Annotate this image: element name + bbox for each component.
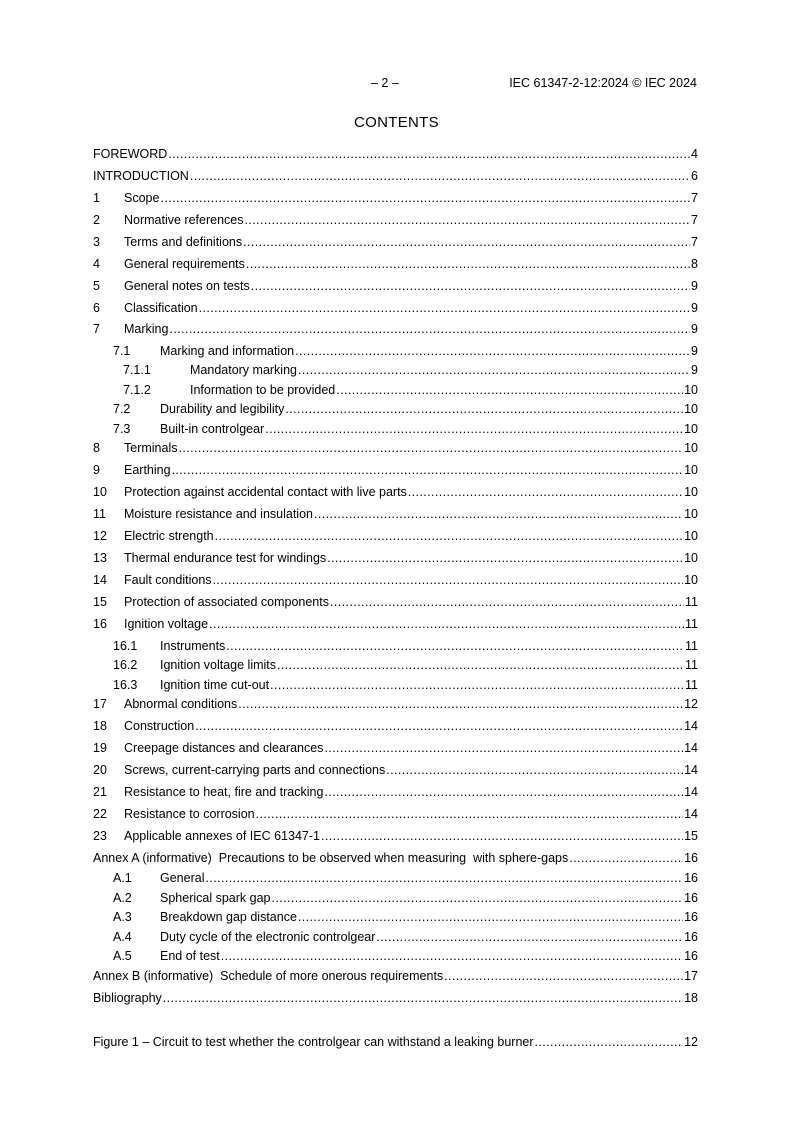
toc-entry-page: 16 [684,910,698,924]
toc-entry-page: 9 [691,322,698,336]
toc-entry-title: Abnormal conditions [124,697,238,711]
dot-leader [295,343,690,359]
dot-leader [569,850,683,866]
dot-leader [444,968,683,984]
toc-entry-number: 6 [93,301,100,315]
toc-entry-title: Electric strength [124,529,214,543]
toc-entry-number: 7.1 [113,344,131,358]
toc-entry-title: Resistance to corrosion [124,807,255,821]
toc-entry-page: 10 [684,507,698,521]
toc-entry-title: Bibliography [93,991,162,1005]
toc-entry-number: 2 [93,213,100,227]
toc-entry-page: 11 [685,658,698,672]
toc-entry-title: Resistance to heat, fire and tracking [124,785,324,799]
toc-entry-page: 7 [691,191,698,205]
toc-entry-title: Protection against accidental contact with live parts [124,485,407,499]
toc-entry-number: 21 [93,785,107,799]
toc-entry-number: 1 [93,191,100,205]
toc-entry-number: 7.1.2 [123,383,151,397]
toc-entry-page: 11 [685,639,698,653]
toc-entry-title: Annex B (informative) Schedule of more onerous requirements [93,969,444,983]
toc-entry-title: Marking and information [160,344,295,358]
toc-entry-page: 10 [684,422,698,436]
toc-entry-number: 15 [93,595,107,609]
toc-entry-18[interactable] [93,718,698,734]
toc-entry-19[interactable] [93,740,698,756]
toc-entry-title: Mandatory marking [190,363,297,377]
dot-leader [386,762,683,778]
toc-entry-page: 6 [691,169,698,183]
toc-entry-title: Ignition voltage limits [160,658,277,672]
toc-entry-title: Fault conditions [124,573,212,587]
toc-entry-page: 16 [684,949,698,963]
dot-leader [285,401,683,417]
toc-entry-5[interactable] [93,278,698,294]
toc-entry-7-3[interactable] [113,421,698,437]
toc-entry-16-2[interactable] [113,657,698,673]
toc-entry-number: 22 [93,807,107,821]
page-number: – 2 – [371,76,399,90]
toc-entry-bibliography[interactable] [93,990,698,1006]
standard-reference: IEC 61347-2-12:2024 © IEC 2024 [509,76,697,90]
toc-entry-number: A.5 [113,949,132,963]
toc-entry-page: 4 [691,147,698,161]
dot-leader [168,146,690,162]
toc-entry-a-2[interactable] [113,890,698,906]
toc-entry-page: 16 [684,891,698,905]
dot-leader [265,421,683,437]
dot-leader [221,948,683,964]
dot-leader [172,462,684,478]
dot-leader [298,909,683,925]
dot-leader [314,506,683,522]
dot-leader [160,190,690,206]
toc-entry-page: 11 [685,595,698,609]
toc-entry-title: Ignition voltage [124,617,209,631]
toc-entry-3[interactable] [93,234,698,250]
dot-leader [213,572,684,588]
toc-entry-title: Annex A (informative) Precautions to be observed when measuring with sphere-gaps [93,851,569,865]
toc-entry-title: Figure 1 – Circuit to test whether the controlgear can withstand a leaking burner [93,1035,534,1049]
dot-leader [245,212,691,228]
toc-entry-number: 19 [93,741,107,755]
dot-leader [336,382,683,398]
toc-entry-page: 8 [691,257,698,271]
toc-entry-page: 14 [684,741,698,755]
toc-entry-title: Terms and definitions [124,235,243,249]
toc-entry-1[interactable] [93,190,698,206]
toc-entry-23[interactable] [93,828,698,844]
toc-entry-title: Creepage distances and clearances [124,741,324,755]
toc-entry-number: 7.3 [113,422,131,436]
toc-entry-number: A.3 [113,910,132,924]
toc-entry-2[interactable] [93,212,698,228]
toc-entry-page: 14 [684,763,698,777]
dot-leader [226,638,684,654]
toc-entry-title: Screws, current-carrying parts and connections [124,763,386,777]
toc-entry-page: 14 [684,719,698,733]
toc-entry-7-2[interactable] [113,401,698,417]
toc-entry-title: Normative references [124,213,244,227]
toc-entry-page: 18 [684,991,698,1005]
toc-entry-number: 16.1 [113,639,138,653]
toc-entry-21[interactable] [93,784,698,800]
dot-leader [376,929,683,945]
toc-entry-page: 10 [684,463,698,477]
toc-entry-title: Scope [124,191,160,205]
toc-entry-number: 10 [93,485,107,499]
dot-leader [215,528,683,544]
dot-leader [330,594,684,610]
toc-entry-page: 9 [691,279,698,293]
toc-entry-title: Instruments [160,639,226,653]
toc-entry-title: FOREWORD [93,147,168,161]
toc-entry-introduction[interactable] [93,168,698,184]
toc-entry-6[interactable] [93,300,698,316]
toc-entry-16-3[interactable] [113,677,698,693]
toc-entry-page: 7 [691,235,698,249]
toc-entry-page: 12 [684,697,698,711]
toc-entry-page: 11 [685,617,698,631]
dot-leader [205,870,683,886]
toc-entry-page: 15 [684,829,698,843]
dot-leader [179,440,684,456]
toc-entry-17[interactable] [93,696,698,712]
toc-entry-number: 5 [93,279,100,293]
toc-entry-9[interactable] [93,462,698,478]
dot-leader [243,234,690,250]
toc-entry-number: A.2 [113,891,132,905]
toc-entry-page: 9 [691,301,698,315]
toc-entry-page: 16 [684,930,698,944]
toc-entry-number: 7 [93,322,100,336]
toc-entry-title: Protection of associated components [124,595,329,609]
page-header [0,76,793,92]
toc-entry-title: General requirements [124,257,245,271]
dot-leader [270,677,684,693]
toc-entry-title: Breakdown gap distance [160,910,297,924]
dot-leader [298,362,690,378]
toc-entry-number: A.1 [113,871,132,885]
dot-leader [169,321,690,337]
toc-entry-page: 10 [684,441,698,455]
toc-entry-annex-b[interactable] [93,968,698,984]
dot-leader [327,550,683,566]
toc-entry-title: Ignition time cut-out [160,678,270,692]
dot-leader [256,806,683,822]
toc-entry-number: 20 [93,763,107,777]
toc-entry-11[interactable] [93,506,698,522]
toc-entry-number: 3 [93,235,100,249]
toc-entry-number: 4 [93,257,100,271]
toc-entry-title: Marking [124,322,169,336]
toc-entry-title: End of test [160,949,220,963]
toc-entry-7[interactable] [93,321,698,337]
toc-entry-number: 13 [93,551,107,565]
toc-entry-a-3[interactable] [113,909,698,925]
toc-entry-13[interactable] [93,550,698,566]
toc-entry-title: Moisture resistance and insulation [124,507,313,521]
toc-entry-number: A.4 [113,930,132,944]
toc-entry-title: Durability and legibility [160,402,285,416]
dot-leader [190,168,690,184]
toc-entry-number: 8 [93,441,100,455]
toc-entry-page: 9 [691,363,698,377]
toc-entry-annex-a[interactable] [93,850,698,866]
toc-entry-foreword[interactable] [93,146,698,162]
toc-entry-page: 10 [684,402,698,416]
toc-entry-title: General notes on tests [124,279,250,293]
toc-entry-title: Duty cycle of the electronic controlgear [160,930,376,944]
toc-entry-15[interactable] [93,594,698,610]
toc-entry-page: 7 [691,213,698,227]
dot-leader [199,300,690,316]
toc-entry-title: Terminals [124,441,178,455]
toc-entry-page: 10 [684,551,698,565]
toc-entry-22[interactable] [93,806,698,822]
toc-entry-7-1-1[interactable] [123,362,698,378]
toc-entry-page: 12 [684,1035,698,1049]
toc-entry-4[interactable] [93,256,698,272]
dot-leader [163,990,683,1006]
toc-entry-a-1[interactable] [113,870,698,886]
page-title: CONTENTS [354,114,439,131]
toc-entry-title: General [160,871,205,885]
toc-entry-number: 14 [93,573,107,587]
toc-entry-number: 12 [93,529,107,543]
toc-entry-number: 16.2 [113,658,138,672]
toc-entry-20[interactable] [93,762,698,778]
dot-leader [324,784,683,800]
toc-entry-page: 10 [684,383,698,397]
toc-entry-title: Classification [124,301,198,315]
toc-entry-number: 7.1.1 [123,363,151,377]
toc-entry-title: Built-in controlgear [160,422,265,436]
dot-leader [246,256,690,272]
toc-entry-figure-1[interactable] [93,1034,698,1050]
toc-entry-a-4[interactable] [113,929,698,945]
dot-leader [321,828,683,844]
toc-entry-page: 10 [684,573,698,587]
toc-entry-title: Thermal endurance test for windings [124,551,327,565]
toc-entry-title: INTRODUCTION [93,169,189,183]
toc-entry-number: 11 [93,507,106,521]
toc-entry-number: 9 [93,463,100,477]
toc-entry-page: 14 [684,785,698,799]
toc-entry-number: 16.3 [113,678,138,692]
toc-entry-page: 10 [684,485,698,499]
toc-entry-7-1-2[interactable] [123,382,698,398]
toc-entry-page: 17 [684,969,698,983]
dot-leader [271,890,683,906]
dot-leader [209,616,684,632]
toc-entry-page: 11 [685,678,698,692]
dot-leader [195,718,683,734]
toc-entry-page: 16 [684,851,698,865]
toc-entry-page: 10 [684,529,698,543]
dot-leader [408,484,683,500]
toc-entry-8[interactable] [93,440,698,456]
toc-entry-number: 17 [93,697,107,711]
dot-leader [324,740,683,756]
toc-entry-12[interactable] [93,528,698,544]
toc-entry-number: 18 [93,719,107,733]
toc-entry-title: Applicable annexes of IEC 61347-1 [124,829,320,843]
toc-entry-a-5[interactable] [113,948,698,964]
toc-entry-16[interactable] [93,616,698,632]
toc-entry-page: 9 [691,344,698,358]
dot-leader [277,657,684,673]
toc-entry-14[interactable] [93,572,698,588]
dot-leader [535,1034,684,1050]
toc-entry-page: 14 [684,807,698,821]
toc-entry-title: Construction [124,719,195,733]
toc-entry-title: Earthing [124,463,171,477]
toc-entry-page: 16 [684,871,698,885]
dot-leader [238,696,683,712]
toc-entry-title: Information to be provided [190,383,336,397]
toc-entry-title: Spherical spark gap [160,891,271,905]
toc-entry-10[interactable] [93,484,698,500]
toc-entry-7-1[interactable] [113,343,698,359]
toc-entry-number: 7.2 [113,402,131,416]
dot-leader [251,278,690,294]
toc-entry-number: 23 [93,829,107,843]
toc-entry-16-1[interactable] [113,638,698,654]
toc-entry-number: 16 [93,617,107,631]
